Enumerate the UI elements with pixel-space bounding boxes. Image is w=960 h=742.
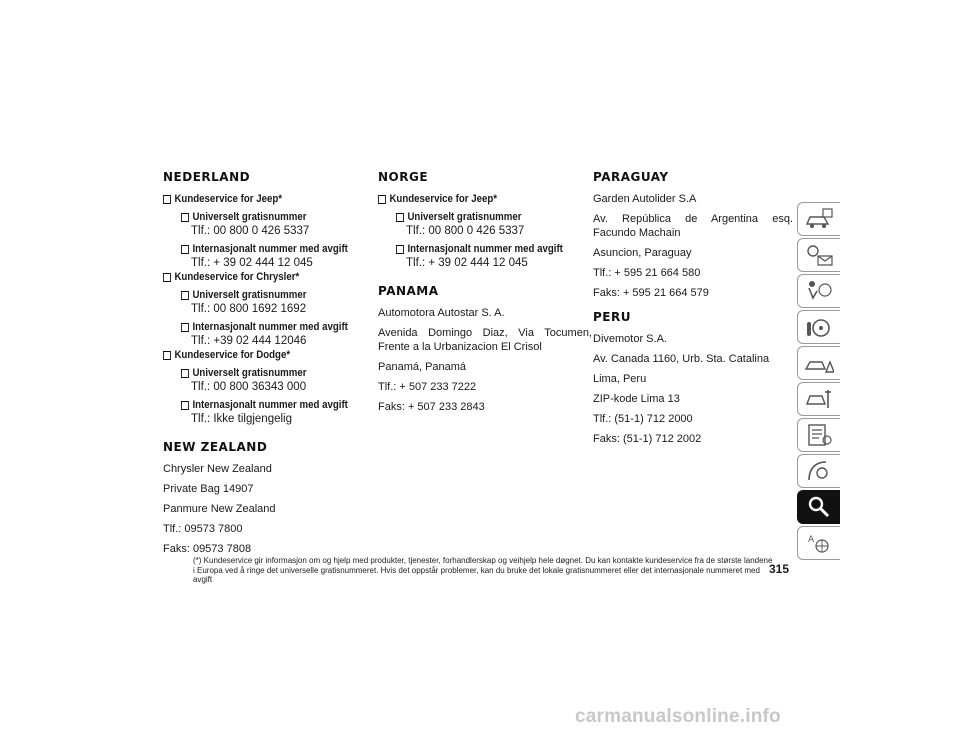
heading-panama: PANAMA <box>378 284 439 298</box>
paraguay-line: Garden Autolider S.A <box>593 193 697 205</box>
tab-index[interactable] <box>797 490 840 524</box>
peru-line: Tlf.: (51-1) 712 2000 <box>593 413 693 425</box>
panama-line: Automotora Autostar S. A. <box>378 307 505 319</box>
heading-new-zealand: NEW ZEALAND <box>163 440 268 454</box>
tab-specifications[interactable] <box>797 418 840 452</box>
breakdown-warning-icon <box>804 350 834 376</box>
checkbox-bullet-icon <box>181 401 189 410</box>
peru-line: Divemotor S.A. <box>593 333 667 345</box>
list-item-jeep: Kundeservice for Jeep* <box>163 192 351 206</box>
language-icon <box>804 530 834 556</box>
phone-dodge-intl: Tlf.: Ikke tilgjengelig <box>191 413 292 425</box>
column-2 <box>378 170 592 420</box>
panama-line: Panamá, Panamá <box>378 361 467 373</box>
paraguay-line: Asuncion, Paraguay <box>593 247 692 259</box>
checkbox-bullet-icon <box>181 245 189 254</box>
tab-car-info[interactable] <box>797 202 840 236</box>
column-1 <box>163 170 377 562</box>
nz-line: Private Bag 14907 <box>163 483 254 495</box>
tab-maintenance[interactable] <box>797 382 840 416</box>
checkbox-bullet-icon <box>163 195 171 204</box>
phone-chrysler-univ: Tlf.: 00 800 1692 1692 <box>191 303 307 315</box>
list-item-dodge-univ: Universelt gratisnummer <box>181 366 353 380</box>
phone-dodge-univ: Tlf.: 00 800 36343 000 <box>191 381 307 393</box>
peru-line: Lima, Peru <box>593 373 647 385</box>
car-info-icon <box>804 206 834 232</box>
tab-safety[interactable] <box>797 274 840 308</box>
list-item-norge-univ: Universelt gratisnummer <box>396 210 568 224</box>
phone-chrysler-intl: Tlf.: +39 02 444 12046 <box>191 335 307 347</box>
page-number: 315 <box>769 562 790 576</box>
multimedia-icon <box>804 458 834 484</box>
checkbox-bullet-icon <box>396 245 404 254</box>
list-item-jeep-univ: Universelt gratisnummer <box>181 210 353 224</box>
checkbox-bullet-icon <box>378 195 386 204</box>
phone-jeep-univ: Tlf.: 00 800 0 426 5337 <box>191 225 310 237</box>
list-item-dodge: Kundeservice for Dodge* <box>163 348 351 362</box>
svg-text:A: A <box>808 535 815 545</box>
checkbox-bullet-icon <box>181 369 189 378</box>
checkbox-bullet-icon <box>181 291 189 300</box>
paraguay-line: Tlf.: + 595 21 664 580 <box>593 267 701 279</box>
nz-line: Faks: 09573 7808 <box>163 543 252 555</box>
steering-wheel-icon <box>804 314 834 340</box>
tab-driving[interactable] <box>797 310 840 344</box>
nz-line: Tlf.: 09573 7800 <box>163 523 243 535</box>
list-item-dodge-intl: Internasjonalt nummer med avgift <box>181 398 353 412</box>
panama-line: Avenida Domingo Diaz, Via Tocumen, Frente a la Urbanizacion El Crisol <box>378 327 592 353</box>
checkbox-bullet-icon <box>163 351 171 360</box>
phone-jeep-intl: Tlf.: + 39 02 444 12 045 <box>191 257 313 269</box>
search-index-icon <box>804 494 834 520</box>
phone-norge-univ: Tlf.: 00 800 0 426 5337 <box>406 225 525 237</box>
footnote: (*) Kundeservice gir informasjon om og hjelp med produkter, tjenester, forhandlerskap og veihjelp hele døgnet. Du kan kontakte kundeservice fra de største landene i Europa ved å ringe det universelle gratisnummeret. Hvis det oppstår problemer, kan du bruke det lokale gratisnummeret eller det internasjonale nummeret med avgift <box>193 556 773 584</box>
specifications-icon <box>804 422 834 448</box>
watermark: carmanualsonline.info <box>575 706 781 727</box>
tab-emergency[interactable] <box>797 346 840 380</box>
list-item-chrysler-intl: Internasjonalt nummer med avgift <box>181 320 353 334</box>
peru-line: Faks: (51-1) 712 2002 <box>593 433 702 445</box>
peru-line: ZIP-kode Lima 13 <box>593 393 680 405</box>
heading-peru: PERU <box>593 310 631 324</box>
paraguay-line: Av. República de Argentina esq. Facundo Machain <box>593 213 793 239</box>
warning-light-icon <box>804 242 834 268</box>
paraguay-line: Faks: + 595 21 664 579 <box>593 287 709 299</box>
checkbox-bullet-icon <box>163 273 171 282</box>
peru-line: Av. Canada 1160, Urb. Sta. Catalina <box>593 353 770 365</box>
checkbox-bullet-icon <box>181 213 189 222</box>
tab-multimedia[interactable] <box>797 454 840 488</box>
nz-line: Chrysler New Zealand <box>163 463 272 475</box>
heading-paraguay: PARAGUAY <box>593 170 669 184</box>
chapter-tabs <box>797 202 841 562</box>
airbag-seatbelt-icon <box>804 278 834 304</box>
car-maintenance-icon <box>804 386 834 412</box>
column-3 <box>593 170 793 452</box>
tab-languages[interactable] <box>797 526 840 560</box>
panama-line: Tlf.: + 507 233 7222 <box>378 381 477 393</box>
heading-norge: NORGE <box>378 170 429 184</box>
checkbox-bullet-icon <box>396 213 404 222</box>
list-item-norge-intl: Internasjonalt nummer med avgift <box>396 242 568 256</box>
checkbox-bullet-icon <box>181 323 189 332</box>
list-item-chrysler: Kundeservice for Chrysler* <box>163 270 351 284</box>
panama-line: Faks: + 507 233 2843 <box>378 401 485 413</box>
list-item-jeep-intl: Internasjonalt nummer med avgift <box>181 242 353 256</box>
nz-line: Panmure New Zealand <box>163 503 276 515</box>
phone-norge-intl: Tlf.: + 39 02 444 12 045 <box>406 257 528 269</box>
tab-warning-lights[interactable] <box>797 238 840 272</box>
heading-nederland: NEDERLAND <box>163 170 251 184</box>
list-item-norge-jeep: Kundeservice for Jeep* <box>378 192 566 206</box>
list-item-chrysler-univ: Universelt gratisnummer <box>181 288 353 302</box>
